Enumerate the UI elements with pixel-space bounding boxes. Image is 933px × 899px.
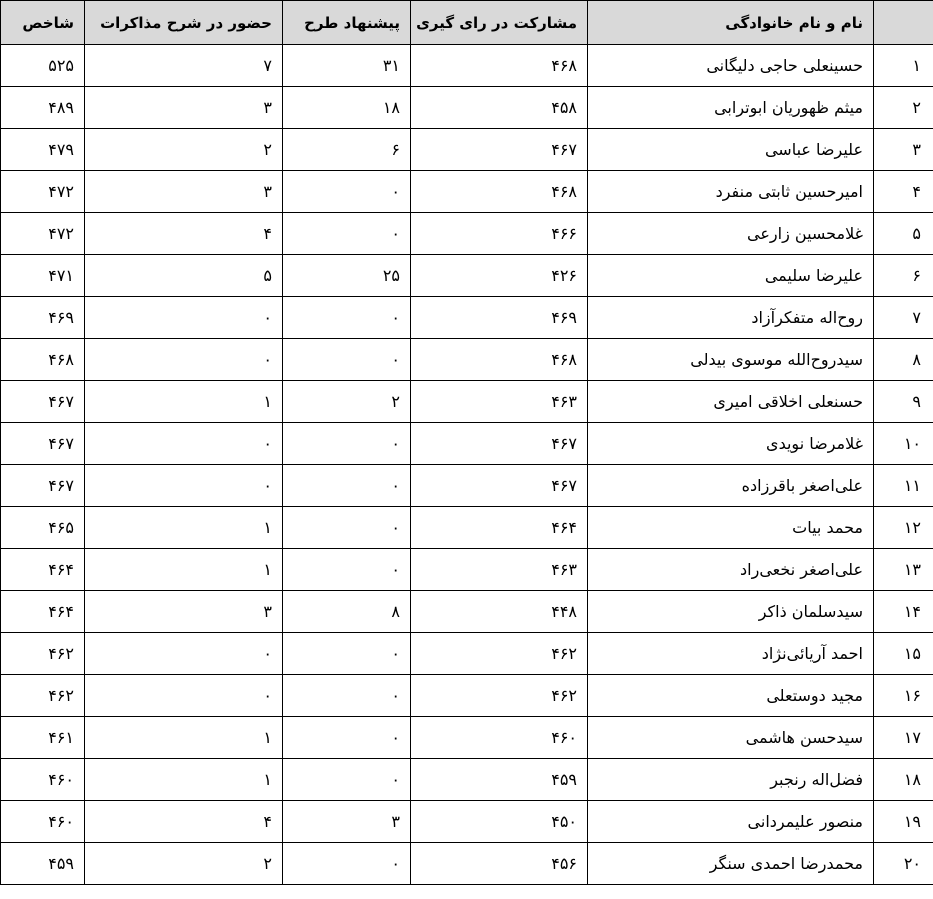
- cell-debate-presence: ۰: [85, 339, 283, 381]
- cell-bill-proposal: ۰: [283, 171, 411, 213]
- cell-debate-presence: ۷: [85, 45, 283, 87]
- cell-debate-presence: ۱: [85, 549, 283, 591]
- header-index: [874, 1, 933, 45]
- cell-index: ۴: [874, 171, 933, 213]
- cell-voting-participation: ۴۶۲: [411, 633, 588, 675]
- cell-debate-presence: ۰: [85, 297, 283, 339]
- table-row: [1, 507, 933, 549]
- cell-index-score: ۵۲۵: [1, 45, 85, 87]
- cell-voting-participation: ۴۴۸: [411, 591, 588, 633]
- cell-name: حسینعلی حاجی دلیگانی: [588, 45, 874, 87]
- cell-debate-presence: ۱: [85, 381, 283, 423]
- cell-bill-proposal: ۳۱: [283, 45, 411, 87]
- table-row: [1, 381, 933, 423]
- cell-index-score: ۴۷۹: [1, 129, 85, 171]
- cell-name: روح‌اله متفکرآزاد: [588, 297, 874, 339]
- cell-voting-participation: ۴۶۷: [411, 129, 588, 171]
- header-index-score: شاخص: [1, 1, 85, 45]
- cell-index-score: ۴۶۰: [1, 759, 85, 801]
- cell-voting-participation: ۴۶۴: [411, 507, 588, 549]
- cell-bill-proposal: ۰: [283, 549, 411, 591]
- cell-bill-proposal: ۲: [283, 381, 411, 423]
- cell-bill-proposal: ۰: [283, 297, 411, 339]
- table-row: [1, 549, 933, 591]
- cell-index-score: ۴۶۷: [1, 423, 85, 465]
- cell-debate-presence: ۱: [85, 717, 283, 759]
- cell-bill-proposal: ۳: [283, 801, 411, 843]
- cell-name: منصور علیمردانی: [588, 801, 874, 843]
- cell-bill-proposal: ۰: [283, 465, 411, 507]
- table-row: [1, 129, 933, 171]
- cell-name: علیرضا سلیمی: [588, 255, 874, 297]
- cell-bill-proposal: ۰: [283, 213, 411, 255]
- cell-index-score: ۴۷۲: [1, 213, 85, 255]
- cell-index-score: ۴۶۵: [1, 507, 85, 549]
- cell-name: مجید دوستعلی: [588, 675, 874, 717]
- cell-index: ۹: [874, 381, 933, 423]
- cell-index: ۳: [874, 129, 933, 171]
- header-debate-presence: حضور در شرح مذاکرات: [85, 1, 283, 45]
- cell-index: ۱۴: [874, 591, 933, 633]
- cell-debate-presence: ۴: [85, 213, 283, 255]
- table-row: [1, 843, 933, 885]
- cell-bill-proposal: ۰: [283, 759, 411, 801]
- cell-name: علیرضا عباسی: [588, 129, 874, 171]
- cell-index-score: ۴۶۸: [1, 339, 85, 381]
- table-row: [1, 87, 933, 129]
- cell-name: فضل‌اله رنجبر: [588, 759, 874, 801]
- cell-bill-proposal: ۰: [283, 423, 411, 465]
- cell-bill-proposal: ۰: [283, 717, 411, 759]
- cell-bill-proposal: ۱۸: [283, 87, 411, 129]
- cell-voting-participation: ۴۶۳: [411, 549, 588, 591]
- cell-voting-participation: ۴۲۶: [411, 255, 588, 297]
- table-row: [1, 465, 933, 507]
- cell-bill-proposal: ۸: [283, 591, 411, 633]
- cell-debate-presence: ۵: [85, 255, 283, 297]
- cell-voting-participation: ۴۶۸: [411, 171, 588, 213]
- cell-index: ۱: [874, 45, 933, 87]
- cell-index-score: ۴۵۹: [1, 843, 85, 885]
- cell-voting-participation: ۴۶۶: [411, 213, 588, 255]
- cell-name: غلامحسین زارعی: [588, 213, 874, 255]
- table-row: [1, 675, 933, 717]
- cell-bill-proposal: ۰: [283, 339, 411, 381]
- cell-voting-participation: ۴۶۷: [411, 465, 588, 507]
- cell-debate-presence: ۱: [85, 759, 283, 801]
- cell-bill-proposal: ۰: [283, 675, 411, 717]
- cell-name: احمد آریائی‌نژاد: [588, 633, 874, 675]
- cell-name: غلامرضا نویدی: [588, 423, 874, 465]
- cell-debate-presence: ۱: [85, 507, 283, 549]
- header-voting-participation: مشارکت در رای گیری: [411, 1, 588, 45]
- cell-debate-presence: ۴: [85, 801, 283, 843]
- cell-voting-participation: ۴۵۸: [411, 87, 588, 129]
- table-row: [1, 591, 933, 633]
- cell-voting-participation: ۴۶۷: [411, 423, 588, 465]
- table-row: [1, 633, 933, 675]
- cell-name: علی‌اصغر باقرزاده: [588, 465, 874, 507]
- cell-index: ۱۶: [874, 675, 933, 717]
- cell-index: ۲: [874, 87, 933, 129]
- table-row: [1, 297, 933, 339]
- table-row: [1, 213, 933, 255]
- table-row: [1, 717, 933, 759]
- header-row: [1, 1, 933, 45]
- cell-index-score: ۴۷۲: [1, 171, 85, 213]
- cell-index-score: ۴۶۴: [1, 549, 85, 591]
- cell-index: ۵: [874, 213, 933, 255]
- cell-voting-participation: ۴۶۸: [411, 45, 588, 87]
- cell-debate-presence: ۳: [85, 87, 283, 129]
- header-name: نام و نام خانوادگی: [588, 1, 874, 45]
- cell-bill-proposal: ۲۵: [283, 255, 411, 297]
- table-row: [1, 45, 933, 87]
- cell-index-score: ۴۶۰: [1, 801, 85, 843]
- cell-voting-participation: ۴۵۶: [411, 843, 588, 885]
- cell-voting-participation: ۴۵۹: [411, 759, 588, 801]
- cell-name: سیدحسن هاشمی: [588, 717, 874, 759]
- cell-voting-participation: ۴۶۳: [411, 381, 588, 423]
- cell-voting-participation: ۴۶۸: [411, 339, 588, 381]
- cell-bill-proposal: ۰: [283, 633, 411, 675]
- cell-index-score: ۴۶۱: [1, 717, 85, 759]
- cell-name: محمد بیات: [588, 507, 874, 549]
- table-row: [1, 423, 933, 465]
- cell-index-score: ۴۶۴: [1, 591, 85, 633]
- table-row: [1, 255, 933, 297]
- table-row: [1, 801, 933, 843]
- cell-index: ۲۰: [874, 843, 933, 885]
- cell-name: سیدروح‌الله موسوی بیدلی: [588, 339, 874, 381]
- cell-name: حسنعلی اخلاقی امیری: [588, 381, 874, 423]
- table-row: [1, 339, 933, 381]
- cell-index: ۷: [874, 297, 933, 339]
- cell-index: ۱۰: [874, 423, 933, 465]
- cell-voting-participation: ۴۵۰: [411, 801, 588, 843]
- cell-voting-participation: ۴۶۲: [411, 675, 588, 717]
- cell-name: میثم ظهوریان ابوترابی: [588, 87, 874, 129]
- cell-debate-presence: ۰: [85, 423, 283, 465]
- cell-index: ۱۷: [874, 717, 933, 759]
- cell-name: امیرحسین ثابتی منفرد: [588, 171, 874, 213]
- cell-index: ۱۹: [874, 801, 933, 843]
- cell-index-score: ۴۷۱: [1, 255, 85, 297]
- cell-index: ۸: [874, 339, 933, 381]
- cell-voting-participation: ۴۶۹: [411, 297, 588, 339]
- cell-debate-presence: ۲: [85, 129, 283, 171]
- cell-debate-presence: ۰: [85, 633, 283, 675]
- table-row: [1, 759, 933, 801]
- cell-debate-presence: ۰: [85, 465, 283, 507]
- cell-index-score: ۴۸۹: [1, 87, 85, 129]
- cell-name: محمدرضا احمدی سنگر: [588, 843, 874, 885]
- cell-name: سیدسلمان ذاکر: [588, 591, 874, 633]
- cell-index: ۱۵: [874, 633, 933, 675]
- cell-index-score: ۴۶۲: [1, 675, 85, 717]
- cell-bill-proposal: ۶: [283, 129, 411, 171]
- cell-voting-participation: ۴۶۰: [411, 717, 588, 759]
- cell-index-score: ۴۶۷: [1, 381, 85, 423]
- cell-debate-presence: ۳: [85, 171, 283, 213]
- header-bill-proposal: پیشنهاد طرح: [283, 1, 411, 45]
- cell-index-score: ۴۶۲: [1, 633, 85, 675]
- cell-index-score: ۴۶۹: [1, 297, 85, 339]
- cell-index: ۱۳: [874, 549, 933, 591]
- cell-index: ۶: [874, 255, 933, 297]
- cell-debate-presence: ۲: [85, 843, 283, 885]
- cell-index: ۱۲: [874, 507, 933, 549]
- cell-index: ۱۱: [874, 465, 933, 507]
- table-row: [1, 171, 933, 213]
- cell-bill-proposal: ۰: [283, 507, 411, 549]
- cell-index: ۱۸: [874, 759, 933, 801]
- cell-name: علی‌اصغر نخعی‌راد: [588, 549, 874, 591]
- cell-bill-proposal: ۰: [283, 843, 411, 885]
- cell-index-score: ۴۶۷: [1, 465, 85, 507]
- cell-debate-presence: ۳: [85, 591, 283, 633]
- cell-debate-presence: ۰: [85, 675, 283, 717]
